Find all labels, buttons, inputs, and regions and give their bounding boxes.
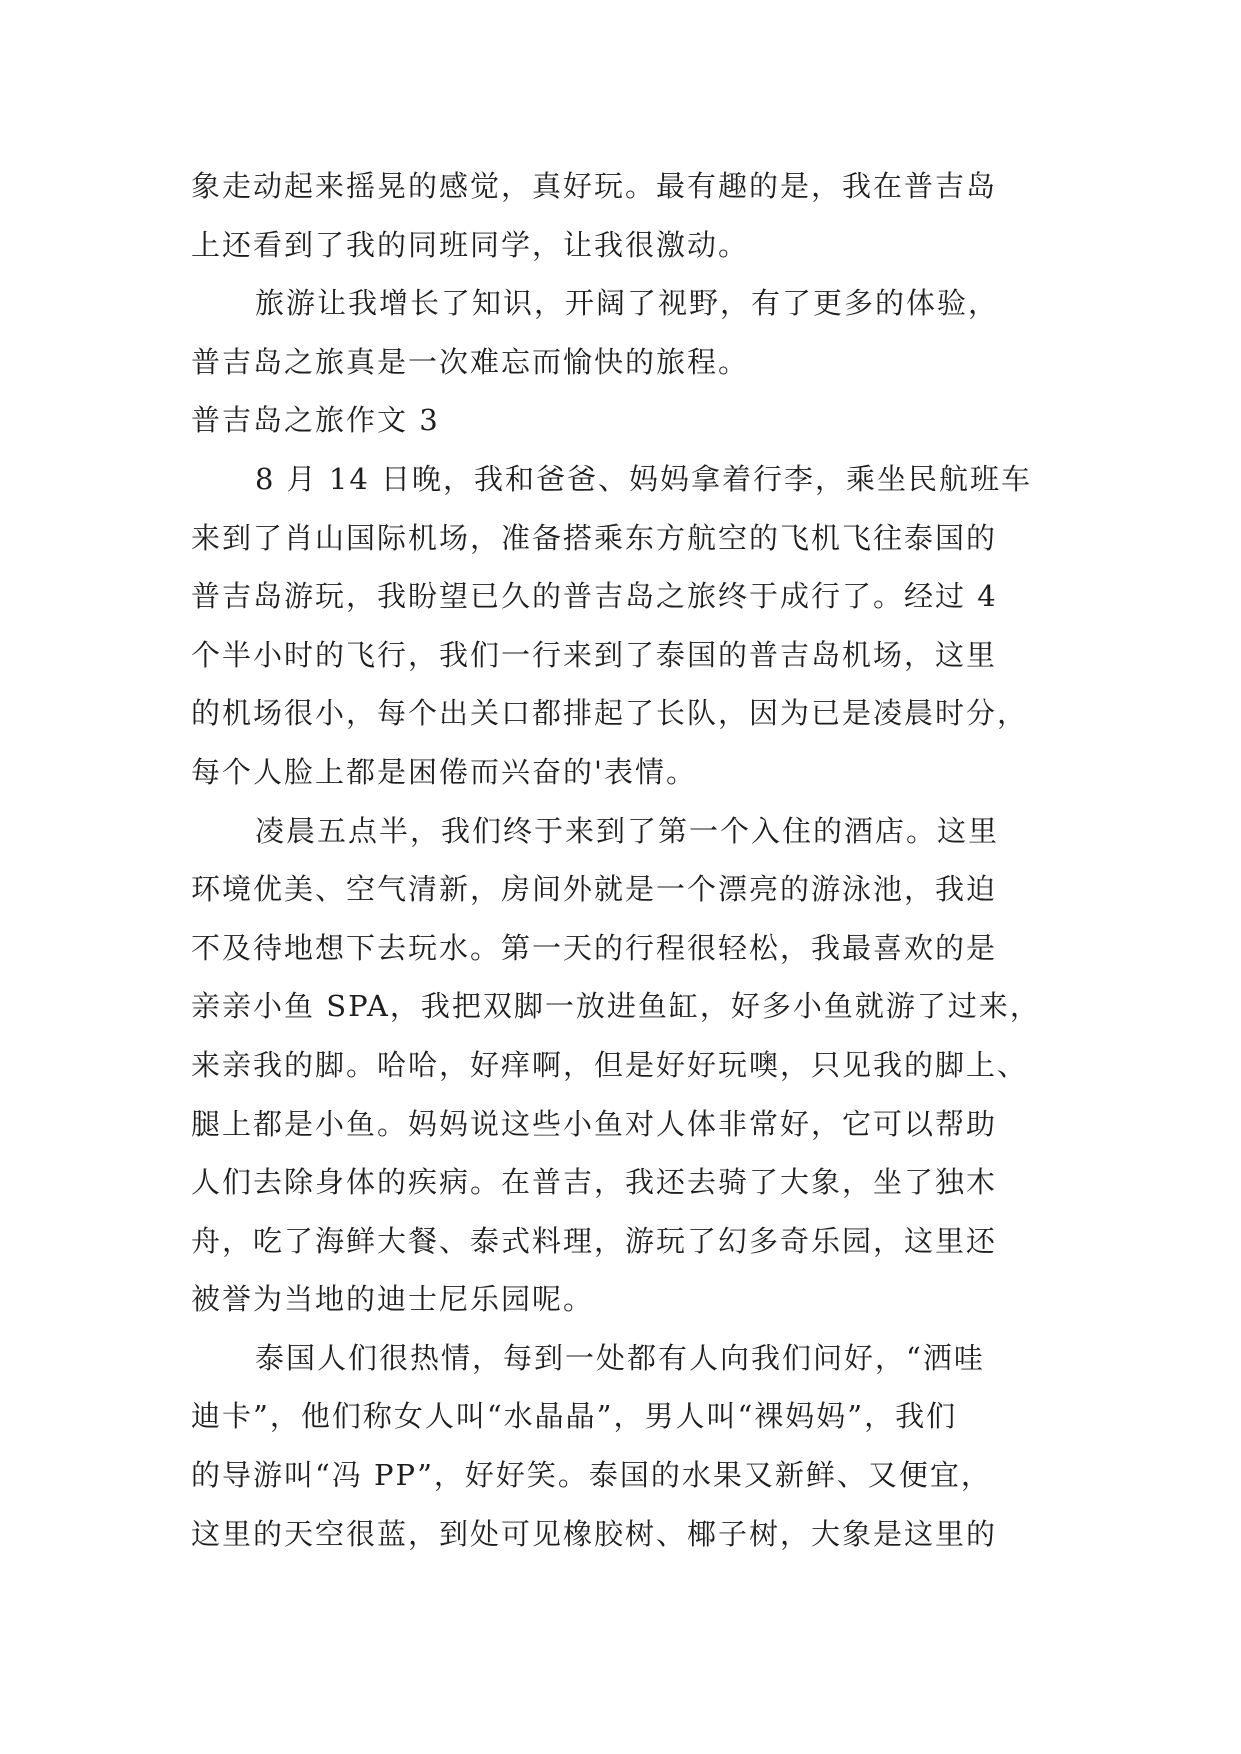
text-line: 腿上都是小鱼。妈妈说这些小鱼对人体非常好，它可以帮助 [191,1106,998,1141]
text-line: 普吉岛游玩，我盼望已久的普吉岛之旅终于成行了。经过 4 [191,579,998,614]
text-line: 上还看到了我的同班同学，让我很激动。 [191,227,750,262]
text-line: 泰国人们很热情，每到一处都有人向我们问好，“洒哇 [255,1340,985,1375]
text-line: 8 月 14 日晚，我和爸爸、妈妈拿着行李，乘坐民航班车 [255,461,1033,496]
section-heading: 普吉岛之旅作文 3 [191,403,440,438]
text-line: 不及待地想下去玩水。第一天的行程很轻松，我最喜欢的是 [191,930,998,965]
text-line: 的导游叫“冯 PP”，好好笑。泰国的水果又新鲜、又便宜， [191,1458,992,1493]
text-line: 迪卡”，他们称女人叫“水晶晶”，男人叫“裸妈妈”，我们 [191,1399,958,1434]
text-line: 每个人脸上都是困倦而兴奋的'表情。 [191,754,697,789]
text-line: 凌晨五点半，我们终于来到了第一个入住的酒店。这里 [255,813,1000,848]
text-line: 个半小时的飞行，我们一行来到了泰国的普吉岛机场，这里 [191,637,998,672]
text-line: 旅游让我增长了知识，开阔了视野，有了更多的体验， [255,286,1000,321]
document-body [191,157,1051,1563]
text-line: 被誉为当地的迪士尼乐园呢。 [191,1282,595,1317]
text-line: 普吉岛之旅真是一次难忘而愉快的旅程。 [191,344,750,379]
text-line: 亲亲小鱼 SPA，我把双脚一放进鱼缸，好多小鱼就游了过来， [191,989,1041,1024]
text-line: 的机场很小，每个出关口都排起了长队，因为已是凌晨时分， [191,696,1029,731]
text-line: 人们去除身体的疾病。在普吉，我还去骑了大象，坐了独木 [191,1165,998,1200]
text-line: 舟，吃了海鲜大餐、泰式料理，游玩了幻多奇乐园，这里还 [191,1223,998,1258]
text-line: 来到了肖山国际机场，准备搭乘东方航空的飞机飞往泰国的 [191,520,998,555]
text-line: 象走动起来摇晃的感觉，真好玩。最有趣的是，我在普吉岛 [191,169,998,203]
text-line: 环境优美、空气清新，房间外就是一个漂亮的游泳池，我迫 [191,872,998,907]
text-line: 这里的天空很蓝，到处可见橡胶树、椰子树，大象是这里的 [191,1516,998,1551]
text-line: 来亲我的脚。哈哈，好痒啊，但是好好玩噢，只见我的脚上、 [191,1047,1029,1082]
